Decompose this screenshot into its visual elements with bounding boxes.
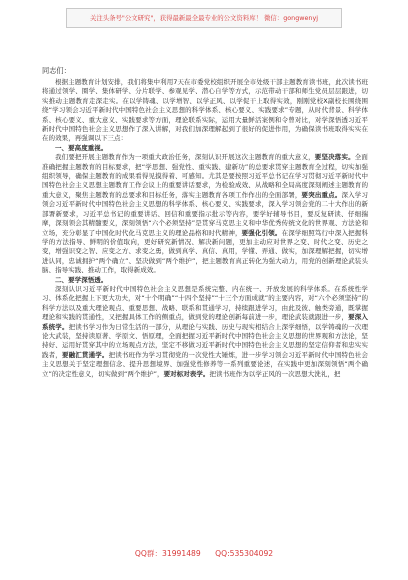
paragraph-text: “学习领会习近平新时代中国特色社会主义思想的科学体系、核心要义、实践要求” — [48, 106, 289, 115]
section-heading — [42, 144, 368, 153]
footer-contact — [0, 548, 408, 560]
paragraph-text: 深刻认识习近平新时代中国特色社会主义思想是系统完整、内在统一、开放发展的科学体系。在系统性学习、体系化把握上下更大功夫，对“十个明确”“十四个坚持”“十三个方面成就”的主要内容，对“六个必须坚持”的科学方法以及重大理论观点、重要思想、战略、联系和贯通学习，持续跟进学习，由此及彼、触类旁通，既掌握理论和实践的贯通性，又把握具体工作的侧重点，做到党的理论创新每前进一步，理论武装就跟进一步， — [42, 284, 368, 322]
emphasis-text: 一、要高度重视。 — [55, 143, 108, 152]
paragraph-text: 深入学习领会习近平新时代中国特色社会主义思想的科学体系、核心要义、实践要求，深入学习领会党的二十大作出的新部署新要求，习近平总书记的重要讲话、回信和重要指示批示等内容，要学好辅导书目，要反复研读、仔细揣摩，深刻领会其精髓要义，深刻领悟“六个必须坚持”是贯穿马克思主义和中华优秀传统文化的世界观、方法论和立场，充分彰显了中国化时代化马克思主义的理论品格和时代精神， — [42, 190, 368, 237]
body-paragraph — [42, 153, 368, 275]
emphasis-text: 要融汇贯通学。 — [61, 350, 109, 359]
paragraph-text: 专题，从时代背景、科学体系、核心要义、重大意义、实践要求等方面，理论联系实际，运用大量鲜活案例和令曾对比，对学深悟透习近平新时代中国特色社会主义思想作了深入讲解，对我们加深理解起到了很好的促进作用，为确保读书班取得实实在在的效果，再强调以下三点： — [42, 106, 368, 143]
section-heading — [42, 276, 368, 285]
paragraph-text: 把读书班作为学习贯彻党的一次党性大锤炼，进一步学习领会习近平新时代中国特色社会主义思想关于坚定理想信念、提升思想境界、加强党性修养等一系列重要论述，在实践中更加深刻领悟“两个确立”的决定性意义，切实做到“两个维护”， — [42, 350, 368, 378]
emphasis-text: 要突出重点。 — [301, 190, 342, 199]
paragraph-text: 在深学细照笃行中深入把握科学的方法指导、鲜明的价值取向，更好研究新情况、解决新问题，更加主动应对世界之变、时代之变、历史之变，增强识变之智、应变之方、求变之勇，做到真学、真信、真用，学懂、弄通、做实，加深理解把握，切实增进认同，忠诚拥护“两个确立”、坚决做到“两个维护”，把主题教育真正转化为强大动力，用党的创新理论武装头脑、指导实践、推动工作，取得新成效。 — [42, 228, 369, 275]
emphasis-text: 要深入系统学。 — [42, 313, 368, 331]
paragraph-text: 根据主题教育计划安排，我们将集中利用7天在市委党校组织开展全市处级干部主题教育读书班，此次读书班将通过领学、圈学、集体研学、分片联学、参观见学、潜心自学等方式，示范带动干部和师生党员层层跟进，切实推动主题教育走深走实。在以学铸魂、以学增智、以学正风、以学促干上取得实效，刚刚党校X副校长围绕围绕 — [42, 78, 368, 115]
body-paragraph — [42, 78, 368, 144]
footer-qq: QQ:535304092 — [215, 549, 274, 558]
footer-qq-group: QQ群：31991489 — [134, 549, 201, 558]
paragraph-text: 把读书学习作为日常生活的一部分，从理论与实践、历史与现实相结合上深学细悟，以学铸魂的一次理论大武装，坚持读原著、学原文、悟原理，全面把握习近平新时代中国特色社会主义思想的世界观和方法论，坚持好、运用好贯穿其中的立场观点方法，坚定不移做习近平新时代中国特色社会主义思想的坚定信仰者和忠实实践者， — [42, 322, 369, 359]
promo-banner-text: 关注头条号"公文研究"，获得最新最全最专业的公文资料库！ 微信：gongwenyj — [89, 14, 319, 22]
paragraph-text: 我们要把开展主题教育作为一项重大政治任务，深刻认识开展这次主题教育的重大意义， — [55, 153, 315, 162]
paragraph-text: 把读书班作为以学正风的一次思想大洗礼，把 — [209, 369, 341, 378]
emphasis-text: 要坚决落实。 — [314, 153, 355, 162]
paragraph-text: 全面准确把握主题教育的目标要求，把“学思想、强党性、重实践、建新功”的总要求贯穿主题教育全过程，切实加强组织领导，确保主题教育的成果看得见摸得着、可感知。尤其是要按照习近平总书记在学习贯彻习近平新时代中国特色社会主义思想主题教育工作会议上的重要讲话要求，为检验成效、从战略和全局高度深刻阐述主题教育的重大意义，聚焦主题教育的总要求和目标任务，落实主题教育各项工作作出的全面部署， — [42, 153, 368, 199]
emphasis-text: 要对标对表学。 — [163, 369, 210, 378]
emphasis-text: 要强化引领。 — [241, 228, 282, 237]
body-paragraph — [42, 285, 368, 379]
document-body — [42, 78, 368, 379]
promo-banner — [66, 8, 342, 28]
emphasis-text: 二、要学深悟透。 — [55, 275, 108, 284]
greeting: 同志们： — [42, 66, 71, 75]
